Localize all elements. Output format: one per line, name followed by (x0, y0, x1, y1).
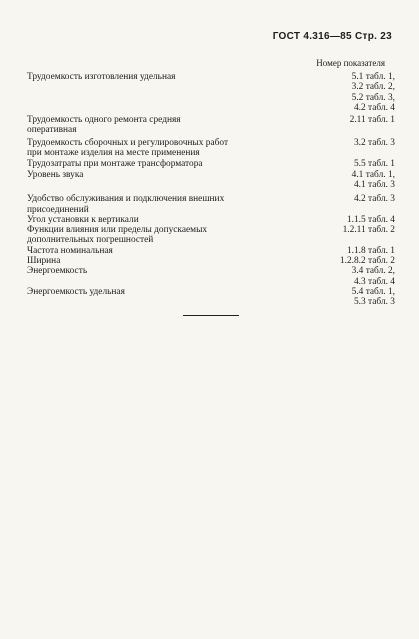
ref-line: 4.1 табл. 3 (353, 179, 395, 190)
index-row (27, 138, 395, 159)
index-row (27, 266, 395, 287)
index-term (27, 256, 317, 266)
index-row (27, 225, 395, 246)
term-line: Трудоемкость сборочных и регулировочных работ (27, 137, 229, 148)
term-line: Трудоемкость одного ремонта средняя (27, 115, 181, 126)
index-term (27, 159, 317, 169)
index-refs (317, 194, 395, 204)
term-line: оперативная (27, 125, 77, 136)
index-refs (317, 72, 395, 113)
index-term (27, 170, 317, 180)
index-row (27, 159, 395, 169)
column-heading: Номер показателя (316, 58, 385, 68)
ref-line: 2.11 табл. 1 (349, 115, 395, 126)
index-refs (317, 266, 395, 287)
term-line: Частота номинальная (27, 245, 113, 256)
end-rule (183, 315, 239, 316)
term-line: Энергоемкость (27, 266, 88, 277)
index-refs (317, 138, 395, 148)
index-row (27, 115, 395, 136)
ref-line: 5.2 табл. 3, (351, 92, 395, 103)
ref-line: 5.1 табл. 1, (351, 72, 395, 82)
ref-line: 1.1.8 табл. 1 (346, 245, 395, 256)
index-term (27, 194, 317, 215)
index-refs (317, 256, 395, 266)
ref-line: 3.2 табл. 3 (353, 137, 395, 148)
ref-line: 4.1 табл. 1, (351, 169, 395, 180)
index-row (27, 72, 395, 113)
term-line: Уровень звука (27, 169, 84, 180)
ref-line: 4.3 табл. 4 (353, 276, 395, 287)
term-line: Угол установки к вертикали (27, 214, 139, 225)
ref-line: 3.4 табл. 2, (351, 266, 395, 277)
index-row (27, 287, 395, 308)
index-refs (317, 225, 395, 235)
index-term (27, 287, 317, 297)
ref-line: 5.5 табл. 1 (353, 159, 395, 170)
index-term (27, 246, 317, 256)
term-line: дополнительных погрешностей (27, 235, 154, 246)
term-line: Удобство обслуживания и подключения внешних (27, 194, 225, 205)
ref-line: 4.2 табл. 4 (353, 102, 395, 113)
term-line: Трудоемкость изготовления удельная (27, 72, 176, 82)
index-row (27, 215, 395, 225)
index-list (27, 72, 395, 308)
index-refs (317, 170, 395, 191)
term-line: при монтаже изделия на месте применения (27, 148, 200, 159)
index-row (27, 194, 395, 215)
index-term (27, 72, 317, 82)
index-row (27, 246, 395, 256)
ref-line: 1.1.5 табл. 4 (346, 214, 395, 225)
term-line: Ширина (27, 256, 61, 267)
index-refs (317, 159, 395, 169)
index-term (27, 266, 317, 276)
index-refs (317, 246, 395, 256)
ref-line: 5.3 табл. 3 (353, 297, 395, 308)
ref-line: 1.2.8.2 табл. 2 (339, 256, 395, 267)
ref-line: 5.4 табл. 1, (351, 286, 395, 297)
term-line: присоединений (27, 204, 89, 215)
term-line: Трудозатраты при монтаже трансформатора (27, 159, 203, 170)
index-refs (317, 287, 395, 308)
term-line: Функции влияния или пределы допускаемых (27, 225, 208, 236)
index-refs (317, 215, 395, 225)
index-row (27, 170, 395, 191)
ref-line: 1.2.11 табл. 2 (342, 225, 395, 236)
ref-line: 4.2 табл. 3 (353, 194, 395, 205)
index-term (27, 215, 317, 225)
page-header: ГОСТ 4.316—85 Стр. 23 (272, 31, 392, 42)
ref-line: 3.2 табл. 2, (351, 82, 395, 93)
term-line: Энергоемкость удельная (27, 286, 125, 297)
index-term (27, 115, 317, 136)
index-term (27, 138, 317, 159)
index-row (27, 256, 395, 266)
index-refs (317, 115, 395, 125)
index-term (27, 225, 317, 246)
